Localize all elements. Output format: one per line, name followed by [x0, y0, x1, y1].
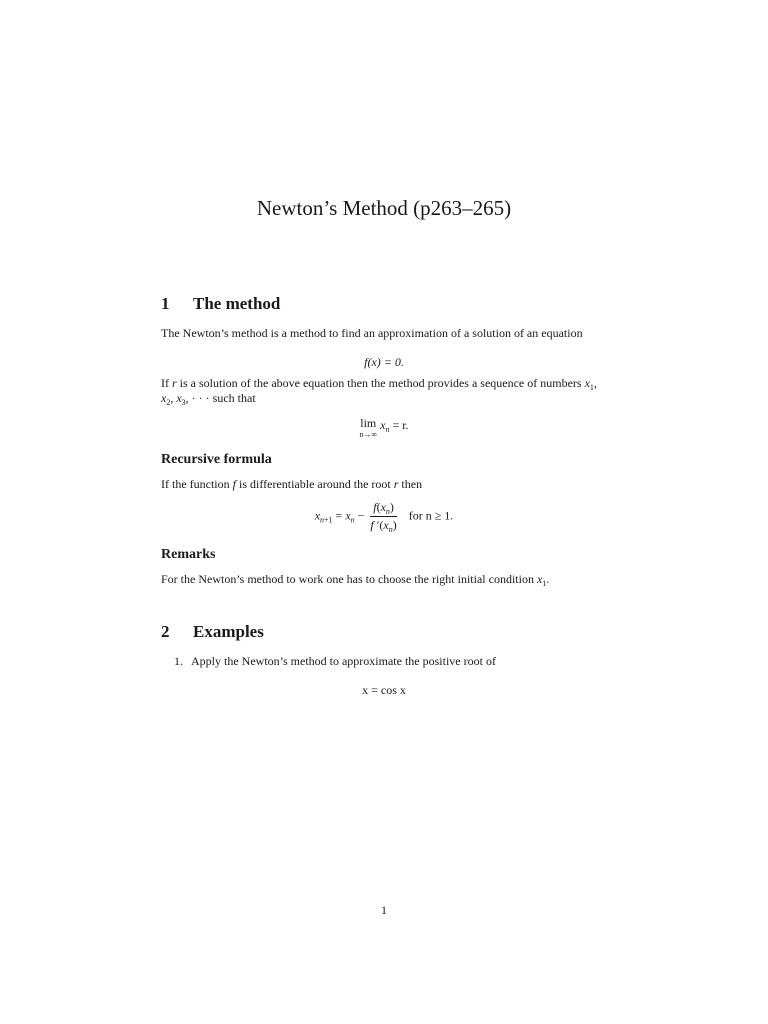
- sequence-paragraph: If r is a solution of the above equation then the method provides a sequence of numbers $x_1$, $x_2$, $x_3$, · · · such that: [161, 376, 597, 407]
- section-number: 2: [161, 622, 170, 641]
- list-item: [165, 654, 611, 669]
- sequence-text-3: such that: [212, 391, 256, 405]
- recursive-formula: $x_{n+1} = x_n$ − $\frac{f(x_n)}{f '(x_n)}$ for n ≥ 1.: [314, 500, 454, 534]
- recursive-text-1: If the function: [161, 477, 230, 491]
- document-title: Newton’s Method (p263–265): [256, 196, 512, 220]
- equation-text: x = cos x: [362, 683, 406, 697]
- sequence-text-1: If: [161, 376, 169, 390]
- subsection-recursive-formula: Recursive formula: [161, 452, 272, 467]
- limit-rhs: = r.: [392, 418, 409, 432]
- recursive-paragraph: If the function f is differentiable around the root r then: [161, 477, 423, 491]
- section-heading-examples: [161, 622, 264, 642]
- intro-paragraph: The Newton’s method is a method to find an approximation of a solution of an equation: [161, 326, 583, 340]
- recursive-text-2: is differentiable around the root: [239, 477, 391, 491]
- limit-word: lim: [360, 416, 377, 430]
- page-number: 1: [381, 903, 387, 917]
- limit-operator: [359, 418, 377, 440]
- equation-cos: [0, 683, 768, 698]
- sequence-text-2: is a solution of the above equation then the method provides a sequence of numbers: [179, 376, 582, 390]
- list-item-number: 1.: [174, 654, 183, 668]
- subsection-remarks: Remarks: [161, 547, 216, 562]
- limit-equation: lim n→∞ $x_n = r$.: [359, 416, 409, 439]
- fraction: $\frac{f(x_n)}{f '(x_n)}$: [370, 500, 397, 534]
- section-title: Examples: [193, 622, 264, 641]
- remarks-paragraph: For the Newton’s method to work one has to choose the right initial condition $x_1$.: [161, 572, 550, 588]
- condition-text: for n ≥ 1.: [408, 508, 454, 523]
- equation-fx: [0, 355, 768, 370]
- section-heading-method: [161, 294, 280, 314]
- recursive-text-3: then: [401, 477, 423, 491]
- section-title: The method: [193, 294, 281, 313]
- section-number: 1: [161, 294, 170, 313]
- list-item-text: Apply the Newton’s method to approximate the positive root of: [191, 654, 496, 668]
- limit-subscript: n→∞: [359, 430, 378, 439]
- remarks-text: For the Newton’s method to work one has to choose the right initial condition: [161, 572, 534, 586]
- var-r: r: [172, 376, 177, 390]
- equation-text: f(x) = 0.: [364, 355, 404, 369]
